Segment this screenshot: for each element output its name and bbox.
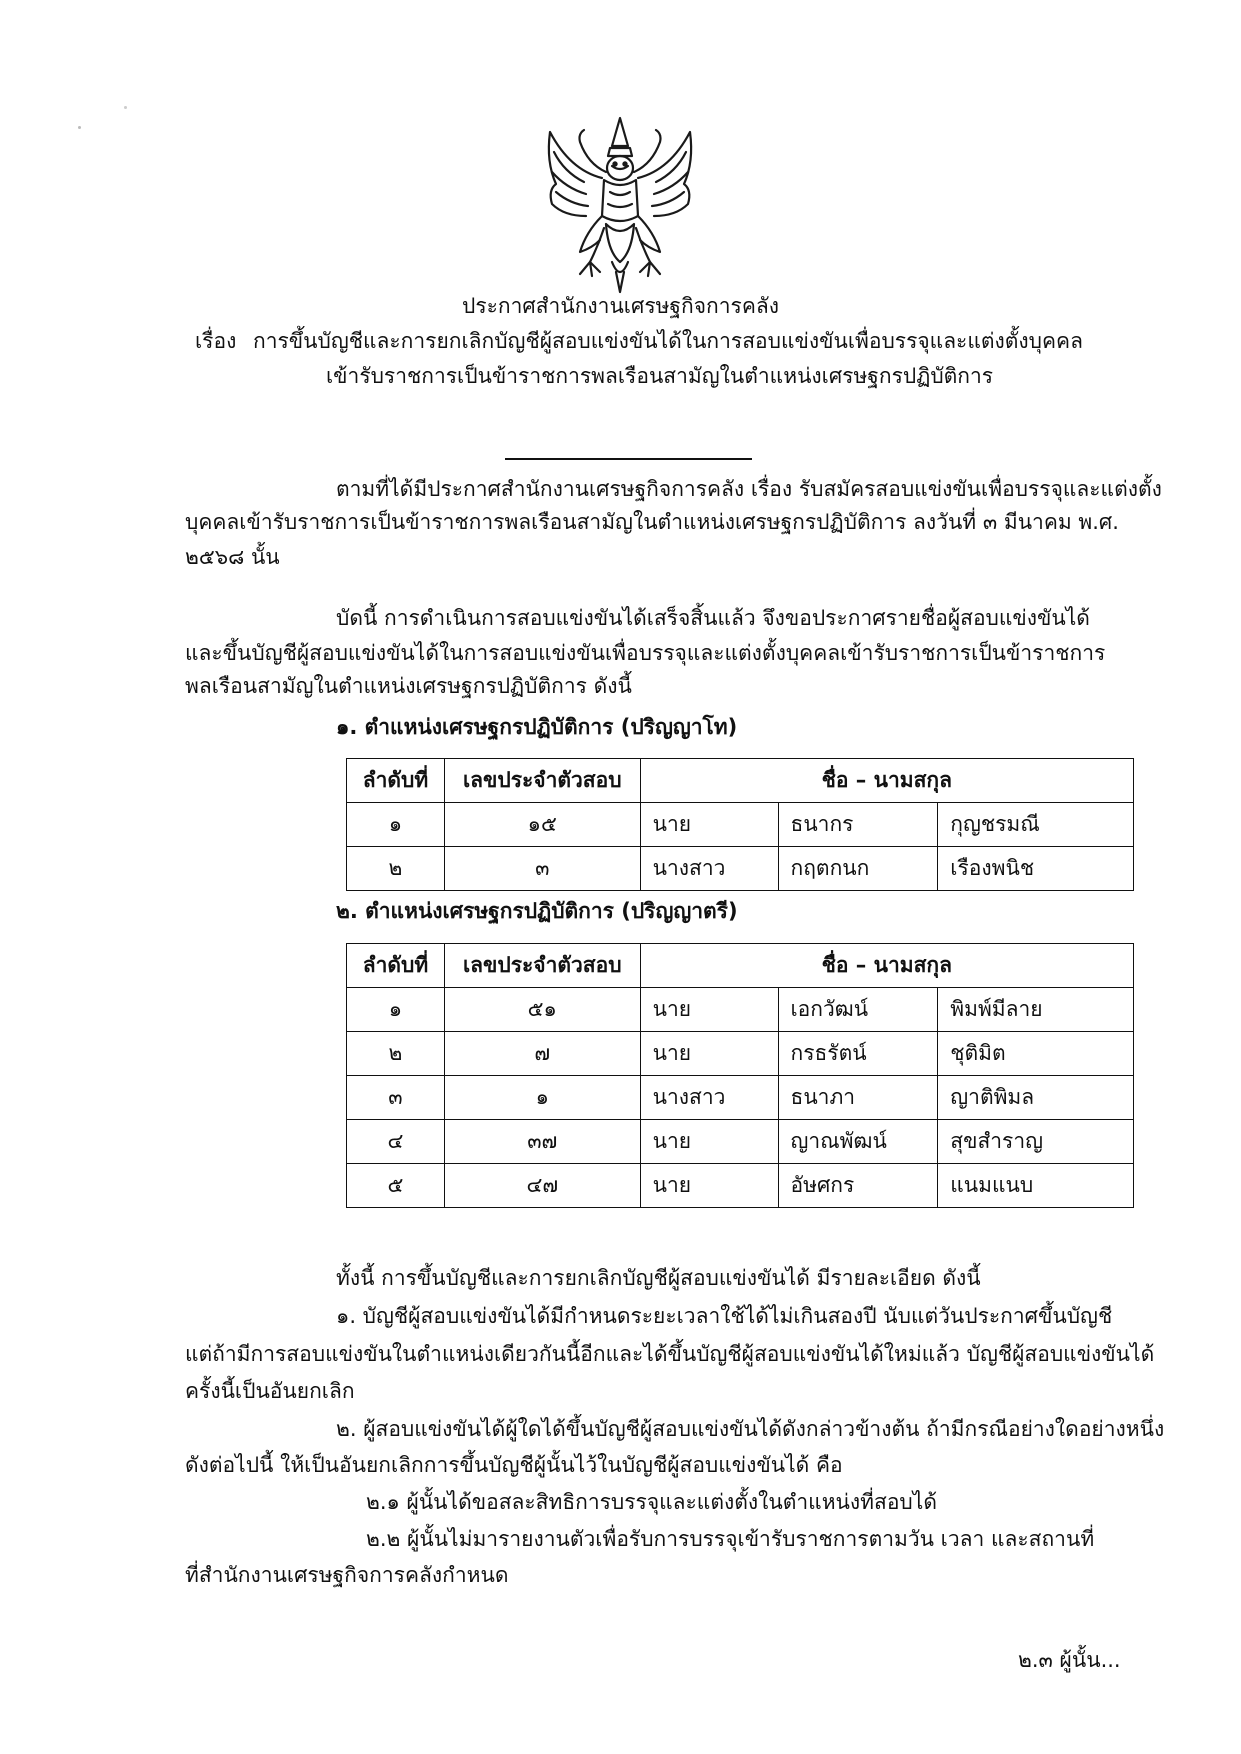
prefix-cell: นางสาว [640,847,778,891]
last-name-cell: เรืองพนิช [938,847,1134,891]
prefix-cell: นาย [640,1164,778,1208]
details-item-1-line-2: แต่ถ้ามีการสอบแข่งขันในตำแหน่งเดียวกันนี้อีกและได้ขึ้นบัญชีผู้สอบแข่งขันได้ใหม่แล้ว บัญชีผู้สอบแข่งขันได้ [185,1342,1155,1366]
table-row [347,988,1134,1032]
title-divider [505,458,752,460]
last-name-cell: ญาติพิมล [938,1076,1134,1120]
table-header-row [347,944,1134,988]
section-1-heading: ๑. ตำแหน่งเศรษฐกรปฏิบัติการ (ปริญญาโท) [336,715,738,739]
section-2-heading: ๒. ตำแหน่งเศรษฐกรปฏิบัติการ (ปริญญาตรี) [336,899,738,923]
intro-p2-line-1: บัดนี้ การดำเนินการสอบแข่งขันได้เสร็จสิ้นแล้ว จึงขอประกาศรายชื่อผู้สอบแข่งขันได้ [336,606,1090,630]
last-name-cell: สุขสำราญ [938,1120,1134,1164]
col-order-header: ลำดับที่ [347,944,445,988]
table-row [347,847,1134,891]
col-name-header: ชื่อ – นามสกุล [640,759,1133,803]
exam-id-cell: ๕๑ [444,988,640,1032]
last-name-cell: ชุติมิต [938,1032,1134,1076]
order-cell: ๑ [347,803,445,847]
exam-id-cell: ๓ [444,847,640,891]
table-row [347,1120,1134,1164]
details-item-1-line-3: ครั้งนี้เป็นอันยกเลิก [185,1379,355,1403]
details-item-2-1: ๒.๑ ผู้นั้นได้ขอสละสิทธิการบรรจุและแต่งตั้งในตำแหน่งที่สอบได้ [366,1490,937,1514]
details-item-2-line-1: ๒. ผู้สอบแข่งขันได้ผู้ใดได้ขึ้นบัญชีผู้สอบแข่งขันได้ดังกล่าวข้างต้น ถ้ามีกรณีอย่างใดอย่างหนึ่ง [336,1417,1165,1441]
first-name-cell: ธนากร [778,803,938,847]
prefix-cell: นาย [640,988,778,1032]
subject-line-2: เข้ารับราชการเป็นข้าราชการพลเรือนสามัญในตำแหน่งเศรษฐกรปฏิบัติการ [326,364,994,388]
first-name-cell: อัษศกร [778,1164,938,1208]
prefix-cell: นาย [640,803,778,847]
exam-id-cell: ๑๕ [444,803,640,847]
prefix-cell: นาย [640,1032,778,1076]
order-cell: ๔ [347,1120,445,1164]
col-exam-id-header: เลขประจำตัวสอบ [444,759,640,803]
first-name-cell: กรธรัตน์ [778,1032,938,1076]
table-row [347,803,1134,847]
first-name-cell: กฤตกนก [778,847,938,891]
table-row [347,1076,1134,1120]
exam-id-cell: ๑ [444,1076,640,1120]
details-item-2-line-2: ดังต่อไปนี้ ให้เป็นอันยกเลิกการขึ้นบัญชีผู้นั้นไว้ในบัญชีผู้สอบแข่งขันได้ คือ [185,1453,843,1477]
table-row [347,1032,1134,1076]
section-2-table [346,943,1134,1208]
intro-p1-line-3: ๒๕๖๘ นั้น [185,545,280,569]
order-cell: ๒ [347,1032,445,1076]
col-exam-id-header: เลขประจำตัวสอบ [444,944,640,988]
exam-id-cell: ๔๗ [444,1164,640,1208]
details-item-1-line-1: ๑. บัญชีผู้สอบแข่งขันได้มีกำหนดระยะเวลาใช้ได้ไม่เกินสองปี นับแต่วันประกาศขึ้นบัญชี [336,1304,1113,1328]
details-intro: ทั้งนี้ การขึ้นบัญชีและการยกเลิกบัญชีผู้สอบแข่งขันได้ มีรายละเอียด ดังนี้ [336,1266,981,1290]
section-1-table [346,758,1134,891]
exam-id-cell: ๗ [444,1032,640,1076]
col-order-header: ลำดับที่ [347,759,445,803]
subject-line-1: การขึ้นบัญชีและการยกเลิกบัญชีผู้สอบแข่งขันได้ในการสอบแข่งขันเพื่อบรรจุและแต่งตั้งบุคคล [253,329,1083,353]
intro-p1-line-2: บุคคลเข้ารับราชการเป็นข้าราชการพลเรือนสามัญในตำแหน่งเศรษฐกรปฏิบัติการ ลงวันที่ ๓ มีนาคม พ.ศ. [185,510,1119,534]
subject-label: เรื่อง [195,329,237,353]
intro-p1-line-1: ตามที่ได้มีประกาศสำนักงานเศรษฐกิจการคลัง เรื่อง รับสมัครสอบแข่งขันเพื่อบรรจุและแต่งตั้ง [336,477,1162,501]
page-title: ประกาศสำนักงานเศรษฐกิจการคลัง [462,294,779,318]
last-name-cell: แนมแนบ [938,1164,1134,1208]
page-continuation: ๒.๓ ผู้นั้น... [1018,1648,1121,1672]
first-name-cell: เอกวัฒน์ [778,988,938,1032]
exam-id-cell: ๓๗ [444,1120,640,1164]
last-name-cell: กุญชรมณี [938,803,1134,847]
garuda-emblem-icon [540,112,700,298]
order-cell: ๑ [347,988,445,1032]
first-name-cell: ญาณพัฒน์ [778,1120,938,1164]
intro-p2-line-2: และขึ้นบัญชีผู้สอบแข่งขันได้ในการสอบแข่งขันเพื่อบรรจุและแต่งตั้งบุคคลเข้ารับราชการเป็นข้าราชการ [185,641,1106,665]
prefix-cell: นางสาว [640,1076,778,1120]
order-cell: ๒ [347,847,445,891]
scan-speck [124,106,127,109]
first-name-cell: ธนาภา [778,1076,938,1120]
prefix-cell: นาย [640,1120,778,1164]
order-cell: ๕ [347,1164,445,1208]
details-item-2-2-line-2: ที่สำนักงานเศรษฐกิจการคลังกำหนด [185,1563,509,1587]
intro-p2-line-3: พลเรือนสามัญในตำแหน่งเศรษฐกรปฏิบัติการ ดังนี้ [185,674,632,698]
table-header-row [347,759,1134,803]
last-name-cell: พิมพ์มีลาย [938,988,1134,1032]
details-item-2-2-line-1: ๒.๒ ผู้นั้นไม่มารายงานตัวเพื่อรับการบรรจุเข้ารับราชการตามวัน เวลา และสถานที่ [366,1527,1095,1551]
order-cell: ๓ [347,1076,445,1120]
col-name-header: ชื่อ – นามสกุล [640,944,1133,988]
scan-speck [78,126,81,129]
table-row [347,1164,1134,1208]
